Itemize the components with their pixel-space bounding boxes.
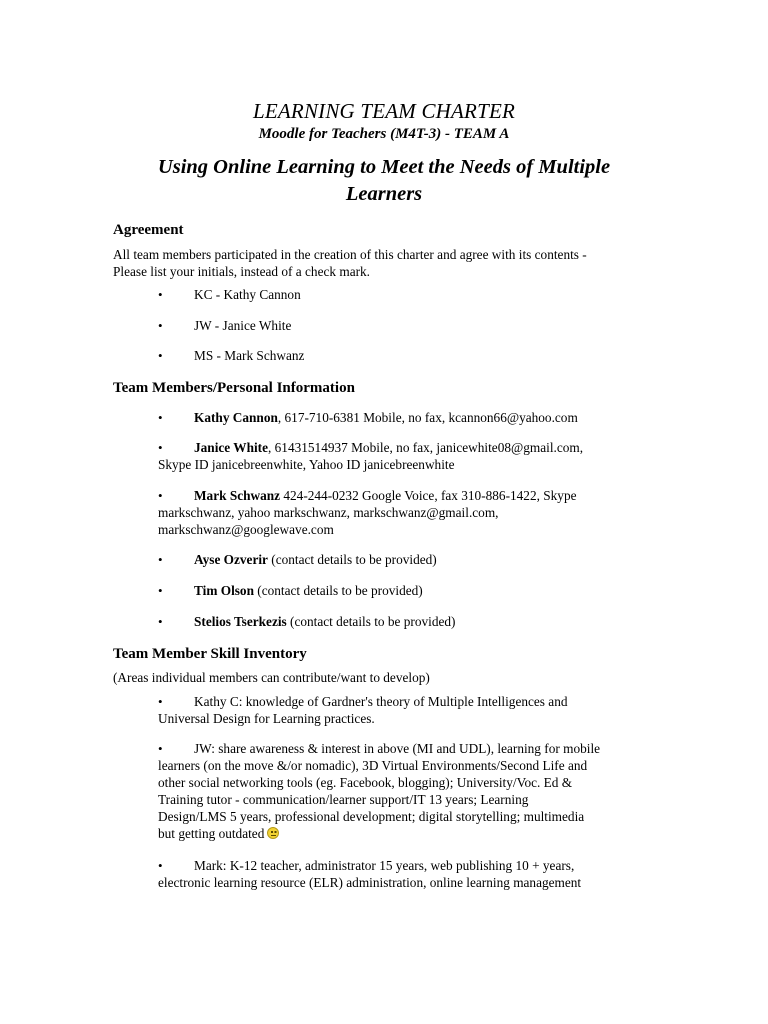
- member-name: Mark Schwanz: [194, 488, 281, 503]
- agreement-text: [113, 246, 658, 280]
- bullet-icon: •: [158, 694, 163, 709]
- smiley-emoticon-icon: [267, 827, 279, 839]
- skill-line-6: but getting outdated: [158, 826, 265, 841]
- skill-line-2: Universal Design for Learning practices.: [158, 711, 375, 726]
- member-item: [158, 551, 648, 568]
- member-details-line-2: Skype ID janicebreenwhite, Yahoo ID janicebreenwhite: [158, 457, 455, 472]
- bullet-icon: •: [158, 318, 163, 333]
- heading-line-1: Using Online Learning to Meet the Needs of Multiple: [157, 156, 611, 178]
- bullet-icon: •: [158, 348, 163, 363]
- bullet-icon: •: [158, 287, 163, 302]
- skill-line-4: Training tutor - communication/learner support/IT 13 years; Learning: [158, 792, 529, 807]
- skills-note: (Areas individual members can contribute/want to develop): [113, 670, 430, 685]
- member-details: 424-244-0232 Google Voice, fax 310-886-1422, Skype: [280, 488, 577, 503]
- charter-heading: [110, 154, 658, 208]
- bullet-icon: •: [158, 488, 163, 503]
- member-item: [158, 409, 648, 426]
- member-name: Stelios Tserkezis: [194, 614, 287, 629]
- agreement-item-text: JW - Janice White: [194, 318, 292, 333]
- member-details: (contact details to be provided): [267, 552, 437, 567]
- bullet-icon: •: [158, 410, 163, 425]
- bullet-icon: •: [158, 741, 163, 756]
- member-item: [158, 613, 648, 630]
- heading-line-2: Learners: [345, 183, 423, 205]
- skill-line-1: Mark: K-12 teacher, administrator 15 years, web publishing 10 + years,: [194, 858, 575, 873]
- agreement-item: [158, 286, 648, 303]
- skill-item: [158, 857, 648, 891]
- bullet-icon: •: [158, 583, 163, 598]
- member-name: Tim Olson: [194, 583, 254, 598]
- bullet-icon: •: [158, 552, 163, 567]
- skill-line-2: electronic learning resource (ELR) administration, online learning management: [158, 875, 582, 890]
- member-item: [158, 487, 648, 538]
- member-details: (contact details to be provided): [286, 614, 456, 629]
- member-details-line-3: markschwanz@googlewave.com: [158, 522, 334, 537]
- bullet-icon: •: [158, 440, 163, 455]
- bullet-icon: •: [158, 614, 163, 629]
- member-name: Kathy Cannon: [194, 410, 278, 425]
- skill-item: [158, 693, 648, 727]
- agreement-item: [158, 317, 648, 334]
- agreement-line-2: Please list your initials, instead of a check mark.: [113, 264, 371, 279]
- charter-subtitle: Moodle for Teachers (M4T-3) - TEAM A: [258, 126, 510, 142]
- member-details: , 61431514937 Mobile, no fax, janicewhite08@gmail.com,: [268, 440, 584, 455]
- bullet-icon: •: [158, 858, 163, 873]
- agreement-line-1: All team members participated in the creation of this charter and agree with its contents -: [113, 247, 587, 262]
- skill-line-5: Design/LMS 5 years, professional development; digital storytelling; multimedia: [158, 809, 585, 824]
- skills-heading: Team Member Skill Inventory: [113, 646, 307, 662]
- charter-title: LEARNING TEAM CHARTER: [252, 99, 516, 123]
- skill-line-3: other social networking tools (eg. Facebook, blogging); University/Voc. Ed &: [158, 775, 573, 790]
- member-details: , 617-710-6381 Mobile, no fax, kcannon66@yahoo.com: [277, 410, 578, 425]
- member-name: Ayse Ozverir: [194, 552, 268, 567]
- member-item: [158, 582, 648, 599]
- agreement-item-text: KC - Kathy Cannon: [194, 287, 301, 302]
- agreement-item-text: MS - Mark Schwanz: [194, 348, 305, 363]
- skill-item: [158, 740, 648, 842]
- member-details-line-2: markschwanz, yahoo markschwanz, markschwanz@gmail.com,: [158, 505, 499, 520]
- member-item: [158, 439, 648, 473]
- member-details: (contact details to be provided): [253, 583, 423, 598]
- agreement-item: [158, 347, 648, 364]
- member-name: Janice White: [194, 440, 268, 455]
- skill-line-1: Kathy C: knowledge of Gardner's theory of Multiple Intelligences and: [194, 694, 568, 709]
- members-heading: Team Members/Personal Information: [113, 380, 355, 396]
- skill-line-2: learners (on the move &/or nomadic), 3D Virtual Environments/Second Life and: [158, 758, 588, 773]
- skill-line-1: JW: share awareness & interest in above (MI and UDL), learning for mobile: [194, 741, 601, 756]
- agreement-heading: Agreement: [113, 222, 184, 238]
